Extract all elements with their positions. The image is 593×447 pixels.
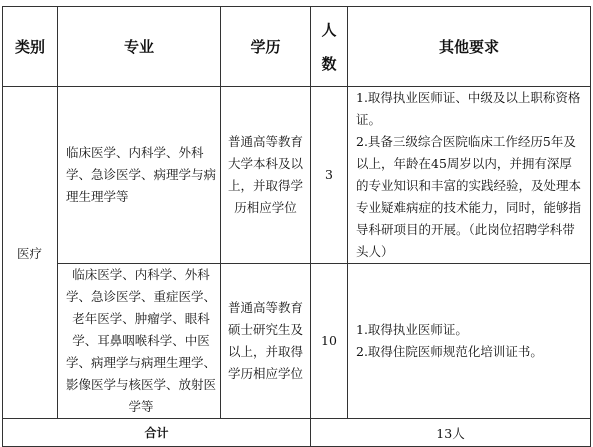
total-row xyxy=(3,419,591,447)
header-count-line2: 数 xyxy=(321,54,337,73)
major-cell: 临床医学、内科学、外科学、急诊医学、重症医学、老年医学、肿瘤学、眼科学、耳鼻咽喉科学、中医学、病理学与病理生理学、影像医学与核医学、放射医学等 xyxy=(58,264,221,419)
header-row xyxy=(3,7,591,87)
count-cell: 10 xyxy=(311,264,348,419)
requirement-item: 1.取得执业医师证、中级及以上职称资格证。 xyxy=(356,90,581,127)
requirement-item: 1.取得执业医师证。 xyxy=(356,322,468,337)
total-value: 13人 xyxy=(311,419,591,447)
education-cell: 普通高等教育大学本科及以上，并取得学历相应学位 xyxy=(221,87,311,264)
header-requirements: 其他要求 xyxy=(348,7,591,87)
requirements-cell xyxy=(348,87,591,264)
table-row xyxy=(3,264,591,419)
recruitment-table xyxy=(2,6,591,447)
header-count xyxy=(311,7,348,87)
header-category: 类别 xyxy=(3,7,58,87)
header-major: 专业 xyxy=(58,7,221,87)
header-education: 学历 xyxy=(221,7,311,87)
education-cell: 普通高等教育硕士研究生及以上，并取得学历相应学位 xyxy=(221,264,311,419)
table-row xyxy=(3,87,591,264)
header-count-line1: 人 xyxy=(321,20,337,39)
requirement-item: 2.取得住院医师规范化培训证书。 xyxy=(356,344,543,359)
count-cell: 3 xyxy=(311,87,348,264)
requirement-item: 2.具备三级综合医院临床工作经历5年及以上，年龄在45周岁以内，并拥有深厚的专业知识和丰富的实践经验，及处理本专业疑难病症的技术能力，同时，能够指导科研项目的开展。（此岗位招聘学科带头人） xyxy=(356,134,582,259)
total-label: 合计 xyxy=(3,419,311,447)
category-cell: 医疗 xyxy=(3,87,58,419)
requirements-cell xyxy=(348,264,591,419)
major-cell: 临床医学、内科学、外科学、急诊医学、病理学与病理生理学等 xyxy=(58,87,221,264)
